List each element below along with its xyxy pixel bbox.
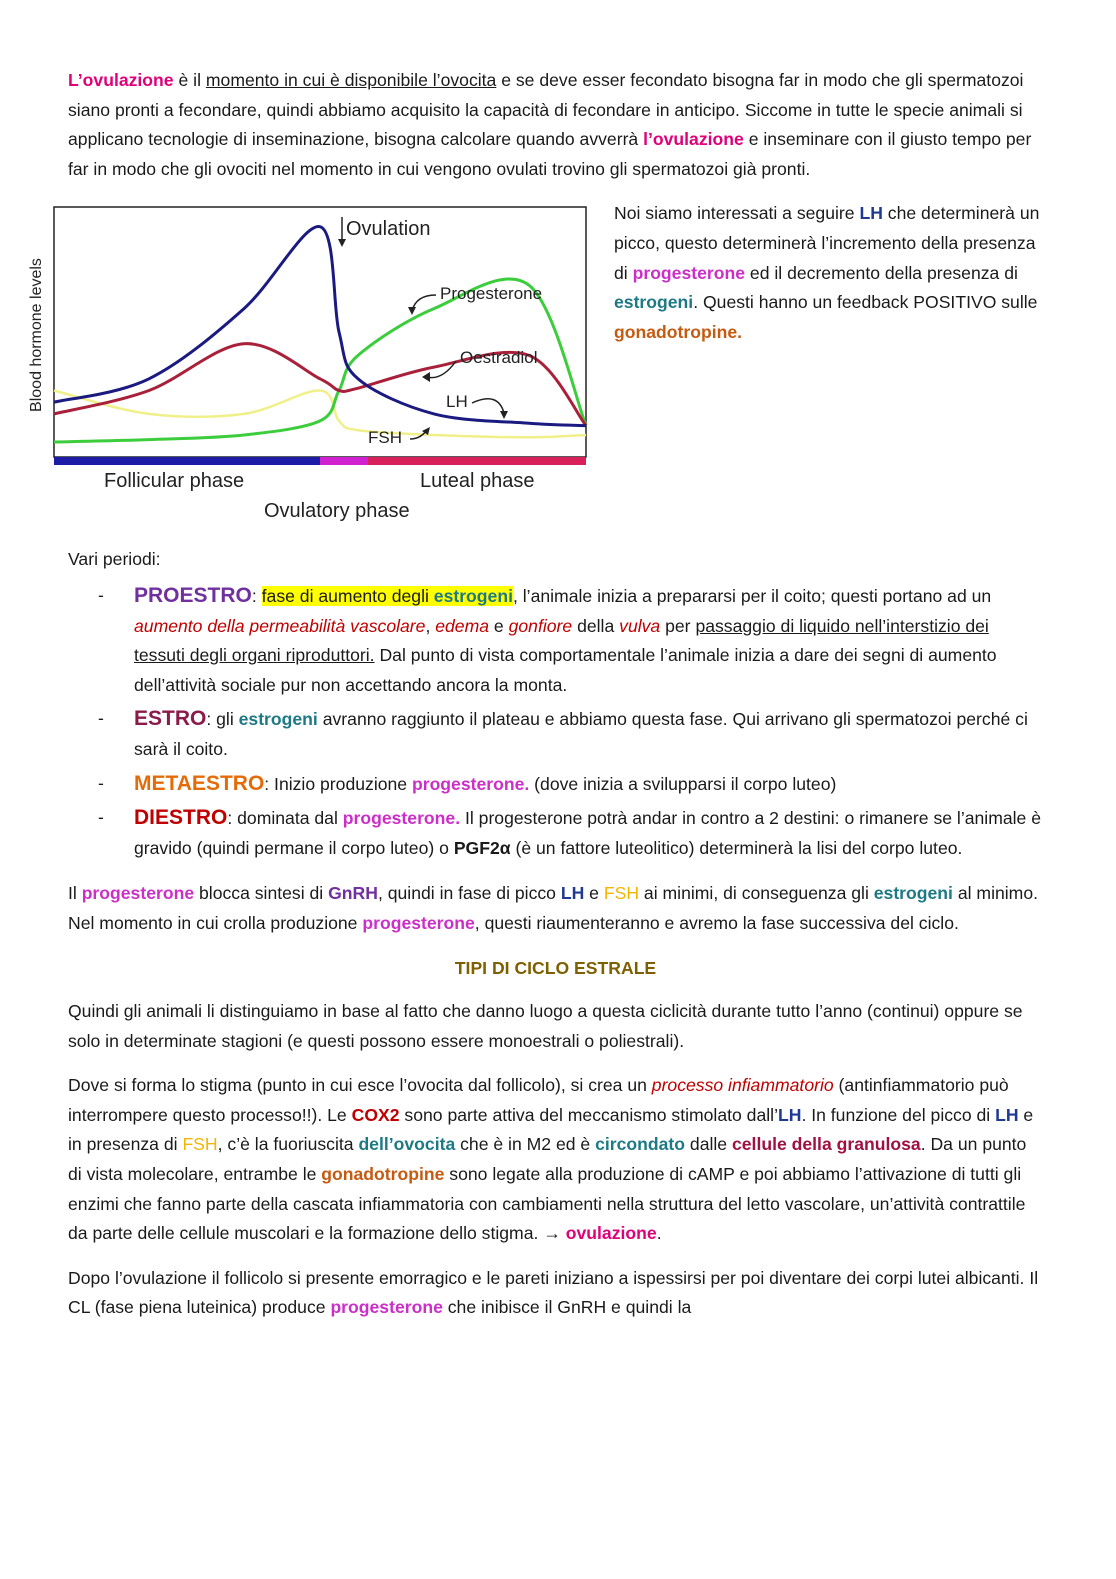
term-progesterone: progesterone [362, 912, 475, 933]
ovulatory-phase-label: Ovulatory phase [264, 500, 410, 523]
y-axis-label: Blood hormone levels [28, 258, 45, 413]
text-run: è il [173, 70, 206, 90]
stigma-paragraph [68, 1071, 1043, 1249]
follicular-phase-bar [54, 457, 320, 465]
text-run: che inibisce il GnRH e quindi la [442, 1297, 692, 1318]
text-run: . [656, 1223, 662, 1244]
italic-term: edema [435, 615, 490, 636]
text-run: avranno raggiunto il plateau e abbiamo questa fase. Qui arrivano gli spermatozoi perché ci sarà il coito. [134, 709, 1028, 759]
annotation-progesterone: Progesterone [440, 284, 543, 304]
ovulatory-phase-bar [320, 457, 368, 465]
cycle-types-paragraph: Quindi gli animali li distinguiamo in base al fatto che danno luogo a questa ciclicità durante tutto l’anno (continui) oppure se solo in determinate stagioni (e questi possono essere monoestrali o poliestrali). [68, 1001, 1023, 1051]
term-estrogeni: estrogeni [614, 292, 694, 313]
periods-list [68, 581, 1043, 863]
phase-proestro: PROESTRO [134, 583, 252, 607]
text-run: al minimo. Nel momento in cui crolla produzione [68, 883, 1039, 933]
text-run: sono parte attiva del meccanismo stimolato dall’ [399, 1104, 778, 1125]
intro-paragraph [68, 66, 1043, 184]
underlined-phrase: momento in cui è disponibile l’ovocita [205, 70, 497, 90]
text-run: sono legate alla produzione di cAMP e poi abbiamo l’attivazione di tutti gli enzimi che fanno parte della cascata infiammatoria con cambiamenti nella struttura del letto vascolare, un’attività contrattile da parte delle cellule muscolari e la formazione dello stigma. [68, 1164, 1026, 1244]
text-run: : gli [206, 709, 239, 730]
term-progesterone: progesterone [81, 883, 195, 904]
text-run: della [572, 615, 620, 636]
text-run: e [584, 883, 604, 904]
periods-title: Vari periodi: [68, 549, 161, 570]
text-run: Il [68, 883, 82, 904]
term-circondato: circondato [595, 1134, 686, 1155]
text-run: , [425, 615, 436, 636]
list-item-metaestro [68, 769, 1043, 800]
term-lh: LH [859, 203, 883, 224]
text-run: Il progesterone potrà andar in contro a 2 destini: o rimanere se l’animale è gravido (quindi permane il corpo luteo) o [134, 808, 1042, 858]
phase-metaestro: METAESTRO [134, 771, 265, 795]
text-run: : Inizio produzione [264, 773, 412, 794]
text-run: . Da un punto di vista molecolare, entrambe le [68, 1134, 1027, 1185]
list-item-estro [68, 704, 1043, 764]
text-run: dalle [685, 1134, 732, 1155]
text-run: , quindi in fase di picco [377, 883, 561, 904]
term-progesterone: progesterone [330, 1297, 443, 1318]
text-run: che determinerà un picco, questo determinerà l’incremento della presenza di [614, 203, 1040, 283]
annotation-ovulation: Ovulation [346, 218, 431, 241]
italic-term: gonfiore [508, 615, 573, 636]
list-item-proestro [68, 581, 1043, 700]
italic-term: aumento della permeabilità vascolare [134, 615, 426, 636]
text-run: fase di aumento degli [261, 585, 434, 606]
text-run: : dominata dal [227, 808, 343, 829]
text-run: per [660, 615, 696, 636]
term-progesterone: progesterone. [411, 773, 530, 794]
highlighted-phrase [262, 586, 513, 606]
text-run: ai minimi, di conseguenza gli [639, 883, 874, 904]
luteal-phase-bar [368, 457, 586, 465]
chart-side-text [614, 199, 1044, 347]
document-page [28, 66, 1043, 1338]
text-run: che è in M2 ed è [455, 1134, 596, 1155]
text-run: (è un fattore luteolitico) determinerà la lisi del corpo luteo. [510, 837, 963, 858]
text-run: , l’animale inizia a prepararsi per il coito; questi portano ad un [512, 585, 992, 606]
term-cox2: COX2 [351, 1104, 400, 1125]
term-fsh: FSH [182, 1134, 218, 1155]
text-run: Dal punto di vista comportamentale l’animale inizia a dare dei segni di aumento dell’attività sociale pur non accettando ancora la monta. [134, 645, 997, 695]
term-gnrh: GnRH [328, 883, 378, 904]
phase-estro: ESTRO [134, 707, 207, 731]
term-pgf2a: PGF2α [453, 837, 511, 858]
annotation-fsh: FSH [368, 428, 402, 448]
hormone-chart [28, 199, 588, 529]
underlined-phrase: passaggio di liquido nell’interstizio dei tessuti degli organi riproduttori. [134, 615, 989, 666]
text-run: (antinfiammatorio può interrompere questo processo!!). Le [68, 1075, 1009, 1125]
term-lh: LH [560, 883, 585, 904]
term-estrogeni: estrogeni [238, 709, 318, 730]
text-run: . In funzione del picco di [801, 1104, 996, 1125]
term-estrogeni: estrogeni [433, 585, 513, 606]
term-ovocita: dell’ovocita [358, 1134, 456, 1155]
luteal-phase-label: Luteal phase [420, 470, 535, 493]
term-ovulazione-2: l’ovulazione [643, 129, 744, 150]
italic-term: processo infiammatorio [651, 1075, 834, 1096]
right-arrow-icon: → [543, 1223, 561, 1244]
section-title: TIPI DI CICLO ESTRALE [454, 957, 657, 978]
term-gonadotropine: gonadotropine [321, 1164, 445, 1185]
phase-diestro: DIESTRO [134, 806, 228, 830]
text-run: e se deve esser fecondato bisogna far in modo che gli spermatozoi siano pronti a fecondare, quindi abbiamo acquisito la capacità di fecondare in anticipo. Siccome in tutte le specie animali si applicano tecnologie di inseminazione, bisogna calcolare quando avverrà [68, 70, 1024, 150]
text-run: . Questi hanno un feedback POSITIVO sulle [693, 292, 1038, 313]
term-lh: LH [777, 1104, 802, 1125]
periods-section [68, 545, 1043, 863]
text-run: blocca sintesi di [194, 883, 329, 904]
text-run: : [251, 585, 262, 606]
annotation-lh: LH [446, 392, 468, 412]
text-run: e in presenza di [68, 1104, 1034, 1155]
italic-term: vulva [619, 615, 661, 636]
text-run: , c’è la fuoriuscita [217, 1134, 359, 1155]
term-gonadotropine: gonadotropine. [614, 321, 743, 342]
term-ovulazione: L’ovulazione [68, 70, 174, 90]
corpus-luteum-paragraph [68, 1264, 1043, 1323]
text-run: e inseminare con il giusto tempo per far in modo che gli ovociti nel momento in cui vengono ovulati trovino gli spermatozoi già pronti. [68, 129, 1032, 179]
term-ovulazione: ovulazione [565, 1223, 657, 1244]
figure-row [28, 199, 1043, 529]
term-lh: LH [995, 1104, 1019, 1125]
term-progesterone: progesterone. [342, 808, 461, 829]
text-run: Noi siamo interessati a seguire [614, 203, 860, 224]
text-run: Dove si forma lo stigma (punto in cui esce l’ovocita dal follicolo), si crea un [68, 1075, 652, 1096]
text-run: (dove inizia a svilupparsi il corpo luteo) [529, 773, 837, 794]
follicular-phase-label: Follicular phase [104, 470, 245, 493]
text-run: Dopo l’ovulazione il follicolo si presente emorragico e le pareti iniziano a ispessirsi per poi diventare dei corpi lutei albicanti. Il CL (fase piena luteinica) produce [68, 1267, 1039, 1318]
annotation-oestradiol: Oestradiol [460, 348, 538, 368]
text-run: , questi riaumenteranno e avremo la fase successiva del ciclo. [474, 912, 959, 933]
text-run: e [489, 615, 509, 636]
list-item-diestro [68, 803, 1043, 863]
term-progesterone: progesterone [632, 262, 746, 283]
gnrh-paragraph [68, 879, 1043, 938]
term-fsh: FSH [603, 883, 640, 904]
term-granulosa: cellule della granulosa [731, 1134, 921, 1155]
term-estrogeni: estrogeni [873, 883, 953, 904]
text-run: ed il decremento della presenza di [745, 262, 1018, 283]
